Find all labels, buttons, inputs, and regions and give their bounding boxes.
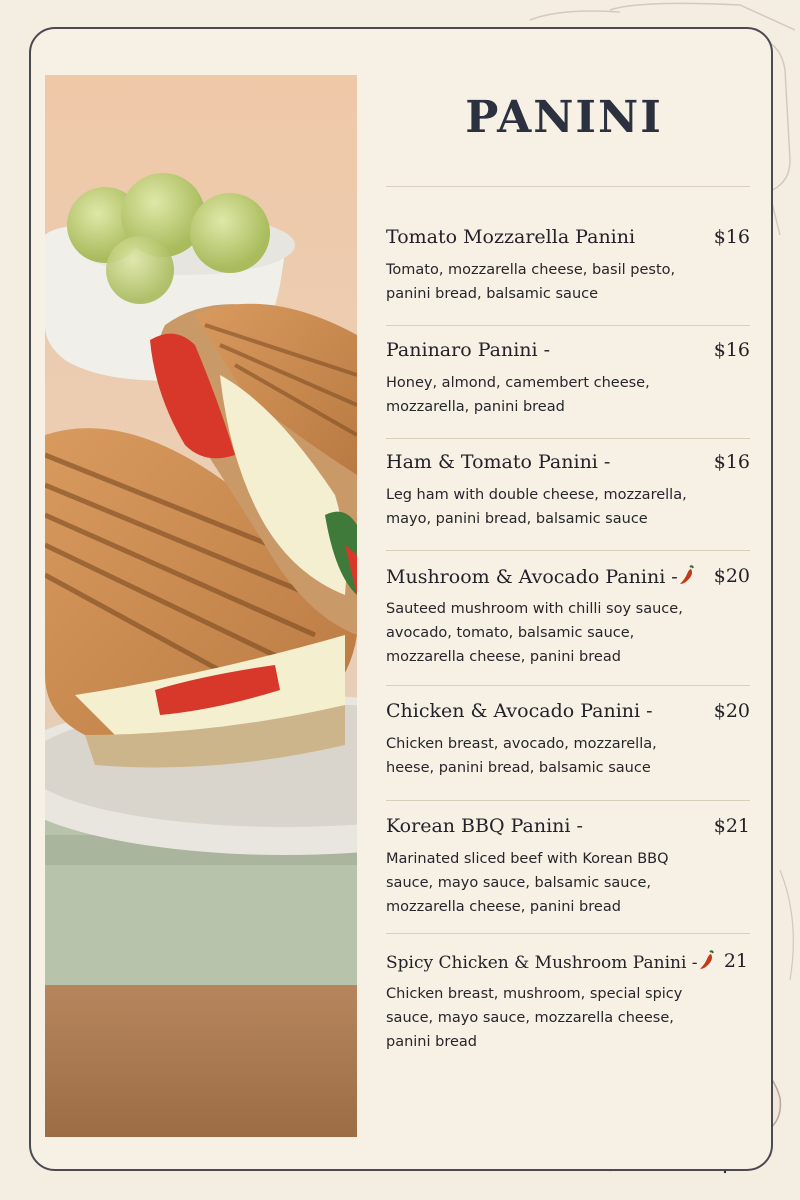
menu-item [386,815,752,919]
item-description-line: panini bread, balsamic sauce [386,286,599,302]
item-name: Ham & Tomato Panini - [386,451,611,473]
item-price: 21 [723,950,748,972]
item-description-line: sauce, mayo sauce, balsamic sauce, [386,875,651,891]
item-description-line: Sauteed mushroom with chilli soy sauce, [386,601,683,617]
item-price: $16 [713,339,750,361]
panini-photo [45,75,357,1137]
divider [386,933,750,934]
item-description-line: Chicken breast, mushroom, special spicy [386,986,683,1002]
item-name: Paninaro Panini - [386,339,551,361]
item-description-line: heese, panini bread, balsamic sauce [386,760,651,776]
item-name-text: Spicy Chicken & Mushroom Panini - [386,953,698,973]
menu-item [386,700,752,780]
item-description-line: Honey, almond, camembert cheese, [386,375,650,391]
item-name: Tomato Mozzarella Panini [386,226,636,248]
divider [386,550,750,551]
divider [386,800,750,801]
item-description-line: mayo, panini bread, balsamic sauce [386,511,648,527]
divider [386,685,750,686]
item-description-line: mozzarella, panini bread [386,399,565,415]
item-price: $21 [713,815,750,837]
menu-item [386,565,752,669]
menu-item [386,451,752,531]
item-name [386,950,715,973]
item-description-line: avocado, tomato, balsamic sauce, [386,625,635,641]
item-price: $20 [713,565,750,587]
item-price: $16 [713,226,750,248]
divider [386,186,750,187]
item-description-line: panini bread [386,1034,477,1050]
item-name: Chicken & Avocado Panini - [386,700,653,722]
menu-item [386,339,752,419]
item-price: $16 [713,451,750,473]
item-description-line: Chicken breast, avocado, mozzarella, [386,736,657,752]
divider [386,438,750,439]
item-description-line: sauce, mayo sauce, mozzarella cheese, [386,1010,674,1026]
item-description-line: mozzarella cheese, panini bread [386,649,621,665]
menu-item [386,950,752,1054]
chili-pepper-icon [699,950,715,970]
menu-title: PANINI [465,92,663,143]
item-description-line: Leg ham with double cheese, mozzarella, [386,487,687,503]
divider [386,325,750,326]
item-name [386,565,695,588]
item-name-text: Mushroom & Avocado Panini - [386,566,678,588]
item-description-line: Marinated sliced beef with Korean BBQ [386,851,669,867]
item-description-line: mozzarella cheese, panini bread [386,899,621,915]
menu-item [386,226,752,306]
item-price: $20 [713,700,750,722]
chili-pepper-icon [679,565,695,585]
item-name: Korean BBQ Panini - [386,815,583,837]
item-description-line: Tomato, mozzarella cheese, basil pesto, [386,262,676,278]
